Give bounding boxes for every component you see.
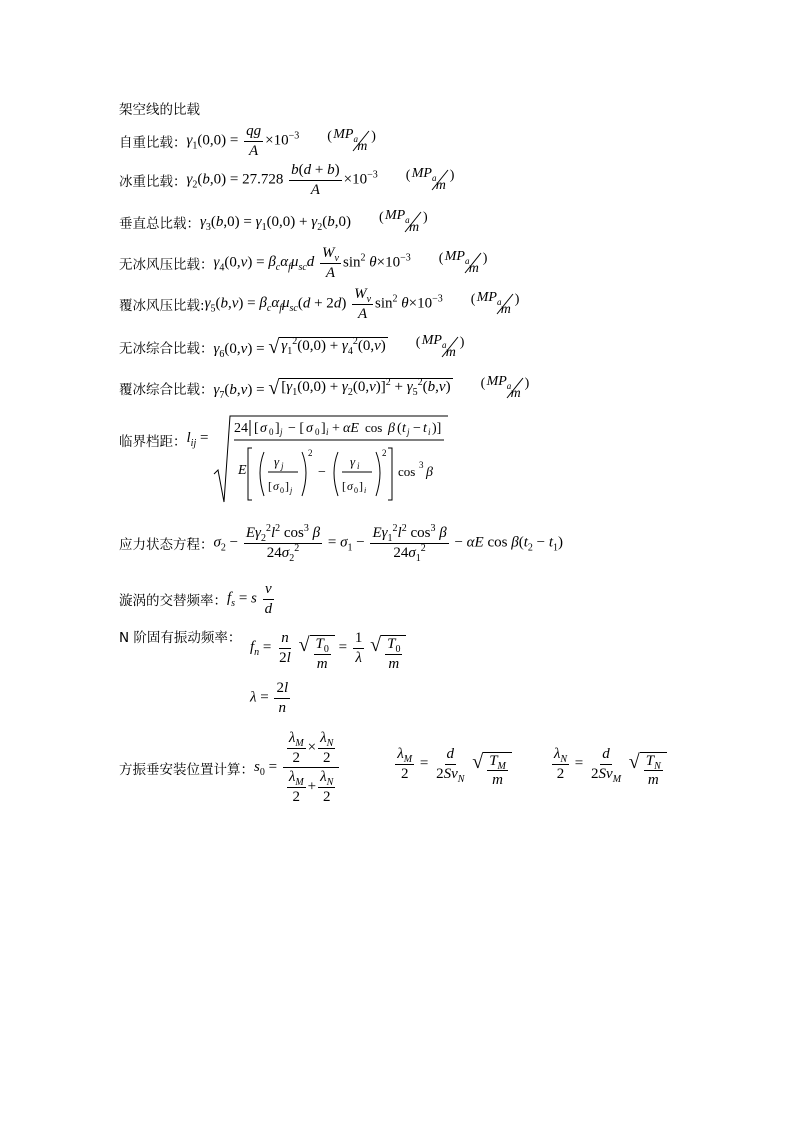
svg-text:2: 2 bbox=[382, 448, 387, 458]
formula-lhs: $l_{ij}$ = bbox=[186, 430, 209, 449]
svg-text:0: 0 bbox=[269, 427, 274, 437]
svg-text:)]: )] bbox=[432, 421, 442, 436]
formula-ice-weight bbox=[119, 162, 462, 198]
svg-text:i: i bbox=[364, 486, 367, 495]
formula-wavelength bbox=[250, 680, 292, 716]
section-heading: 架空线的比载 bbox=[119, 102, 200, 118]
label: 自重比载： bbox=[119, 135, 187, 151]
label: N 阶固有振动频率： bbox=[119, 630, 242, 646]
formula: $\gamma_1(0,0)$ = $\frac{qg}{A}$ $\times 10^{-3}$ bbox=[186, 123, 300, 159]
formula: $\gamma_4(0,v) = \beta_c\alpha_f\mu_{sc}d$ $\frac{W_v}{A}$ $\sin^2 \theta\times 10^{-3}$ bbox=[213, 245, 411, 281]
label: 覆冰综合比载： bbox=[119, 382, 214, 398]
label: 无冰综合比载： bbox=[119, 341, 214, 357]
svg-text:E: E bbox=[238, 463, 248, 478]
label: 应力状态方程： bbox=[119, 537, 214, 553]
formula: $\gamma_3(b,0) = \gamma_1(0,0) + \gamma_2(b,0)$ bbox=[200, 213, 351, 233]
unit-mpa-per-m: ( $MP_a$ m ) bbox=[438, 249, 488, 276]
svg-text:σ: σ bbox=[306, 421, 314, 436]
svg-text:cos: cos bbox=[398, 464, 416, 479]
svg-text:]: ] bbox=[275, 421, 281, 436]
formula-lambda-n: $\frac{\lambda_N}{2}$ = $\frac{d}{2Sv_M}$ √ $\frac{T_N}{m}$ bbox=[550, 746, 667, 788]
svg-text:]: ] bbox=[359, 479, 364, 493]
svg-text:3: 3 bbox=[419, 460, 424, 470]
svg-text:]: ] bbox=[285, 479, 290, 493]
formula-vortex-frequency bbox=[119, 581, 276, 617]
svg-text:t: t bbox=[423, 421, 428, 436]
formula-nth-frequency-expr bbox=[250, 630, 406, 672]
svg-text:0: 0 bbox=[315, 427, 320, 437]
critical-span-expression bbox=[212, 414, 452, 506]
formula-combined-no-ice bbox=[119, 333, 472, 361]
svg-text:j: j bbox=[280, 427, 283, 437]
formula: λ = $\frac{2l}{n}$ bbox=[250, 680, 289, 716]
formula-nth-frequency bbox=[119, 626, 241, 646]
formula: $\gamma_7(b,v)$ = √ $[\gamma_1(0,0) + \gamma_2(0,v)]^2 + \gamma_5^2(b,v)$ bbox=[213, 376, 451, 401]
label: 垂直总比载： bbox=[119, 216, 200, 232]
formula-combined-ice bbox=[119, 374, 537, 402]
formula-s0: $s_0$ = $\frac{\lambda_M}{2}$ × $\frac{\lambda_N}{2}$ $\frac{\lambda_M}{2}$ + $\frac{\lambda_N}{2}$ bbox=[254, 730, 341, 805]
svg-text:t: t bbox=[402, 421, 407, 436]
svg-text:2: 2 bbox=[308, 448, 313, 458]
unit-mpa-per-m: ( $MP_a$ m ) bbox=[470, 290, 520, 317]
svg-text:β: β bbox=[388, 421, 396, 436]
formula-wind-ice bbox=[119, 286, 527, 322]
svg-text:j: j bbox=[281, 461, 284, 471]
svg-text:i: i bbox=[357, 461, 360, 471]
label: 临界档距： bbox=[119, 434, 187, 450]
label: 冰重比载： bbox=[119, 174, 187, 190]
svg-text:−: − bbox=[413, 421, 422, 436]
svg-text:]: ] bbox=[321, 421, 327, 436]
formula-vertical-total bbox=[119, 208, 435, 236]
svg-text:−: − bbox=[318, 465, 327, 480]
svg-text:j: j bbox=[290, 486, 293, 495]
svg-text:γ: γ bbox=[274, 454, 280, 469]
svg-text:cos: cos bbox=[365, 420, 383, 435]
svg-text:σ: σ bbox=[273, 479, 280, 493]
formula: $\gamma_5(b,v) = \beta_c\alpha_f\mu_{sc}(d + 2d)$ $\frac{W_v}{A}$ $\sin^2 \theta\times 10^{-3}$ bbox=[204, 286, 443, 322]
formula-lambda-m: $\frac{\lambda_M}{2}$ = $\frac{d}{2Sv_N}$ √ $\frac{T_M}{m}$ bbox=[393, 746, 512, 788]
label: 覆冰风压比载: bbox=[119, 298, 205, 314]
svg-text:j: j bbox=[407, 427, 410, 437]
svg-text:i: i bbox=[428, 427, 431, 437]
formula: $\gamma_6(0,v)$ = √ $\gamma_1^2(0,0) + \gamma_4^2(0,v)$ bbox=[213, 335, 386, 360]
svg-text:(: ( bbox=[397, 421, 403, 436]
formula-wind-no-ice bbox=[119, 245, 495, 281]
svg-text:γ: γ bbox=[350, 454, 356, 469]
svg-text:αE: αE bbox=[343, 421, 360, 436]
svg-text:0: 0 bbox=[280, 486, 285, 495]
unit-mpa-per-m: ( $MP_a$ m ) bbox=[405, 166, 455, 193]
svg-text:[: [ bbox=[342, 479, 347, 493]
svg-text:[: [ bbox=[254, 421, 260, 436]
formula-state-equation bbox=[119, 523, 563, 564]
unit-mpa-per-m: ( $MP_a$ m ) bbox=[480, 374, 530, 401]
label: 方振垂安装位置计算： bbox=[119, 761, 254, 778]
unit-mpa-per-m: ( $MP_a$ m ) bbox=[415, 333, 465, 360]
svg-text:− [: − [ bbox=[288, 421, 305, 436]
svg-text:β: β bbox=[426, 465, 434, 480]
formula: $\gamma_2(b,0) = 27.728$ $\frac{b(d + b)}{A}$ $\times 10^{-3}$ bbox=[186, 162, 378, 198]
formula: $f_n$ = $\frac{n}{2l}$ √ $\frac{T_0}{m}$ = $\frac{1}{\lambda}$ √ $\frac{T_0}{m}$ bbox=[250, 630, 406, 672]
unit-mpa-per-m: ( $MP_a$ m ) bbox=[327, 127, 376, 154]
formula-self-weight bbox=[119, 123, 383, 159]
svg-text:0: 0 bbox=[354, 486, 359, 495]
svg-text:24: 24 bbox=[234, 421, 249, 436]
label: 无冰风压比载： bbox=[119, 257, 214, 273]
label: 漩涡的交替频率： bbox=[119, 593, 227, 609]
svg-text:i: i bbox=[326, 427, 329, 437]
unit-mpa-per-m: ( $MP_a$ m ) bbox=[378, 208, 428, 235]
formula: $\sigma_2$ − $\frac{E\gamma_2^2l^2 \cos^3 \beta}{24\sigma_2^2}$ = $\sigma_1$ − $\frac{E\gamma_1^2l^2 \cos^3 \beta}{24\sigma_1^2}$ − αE $\cos \beta(t_2 - t_1)$ bbox=[213, 523, 563, 564]
svg-text:σ: σ bbox=[260, 421, 268, 436]
svg-text:+: + bbox=[332, 421, 341, 436]
svg-text:[: [ bbox=[268, 479, 273, 493]
svg-text:σ: σ bbox=[347, 479, 354, 493]
formula: $f_s = s$ $\frac{v}{d}$ bbox=[227, 581, 273, 617]
formula-damper-position bbox=[119, 730, 667, 805]
formula-critical-span bbox=[119, 414, 452, 506]
